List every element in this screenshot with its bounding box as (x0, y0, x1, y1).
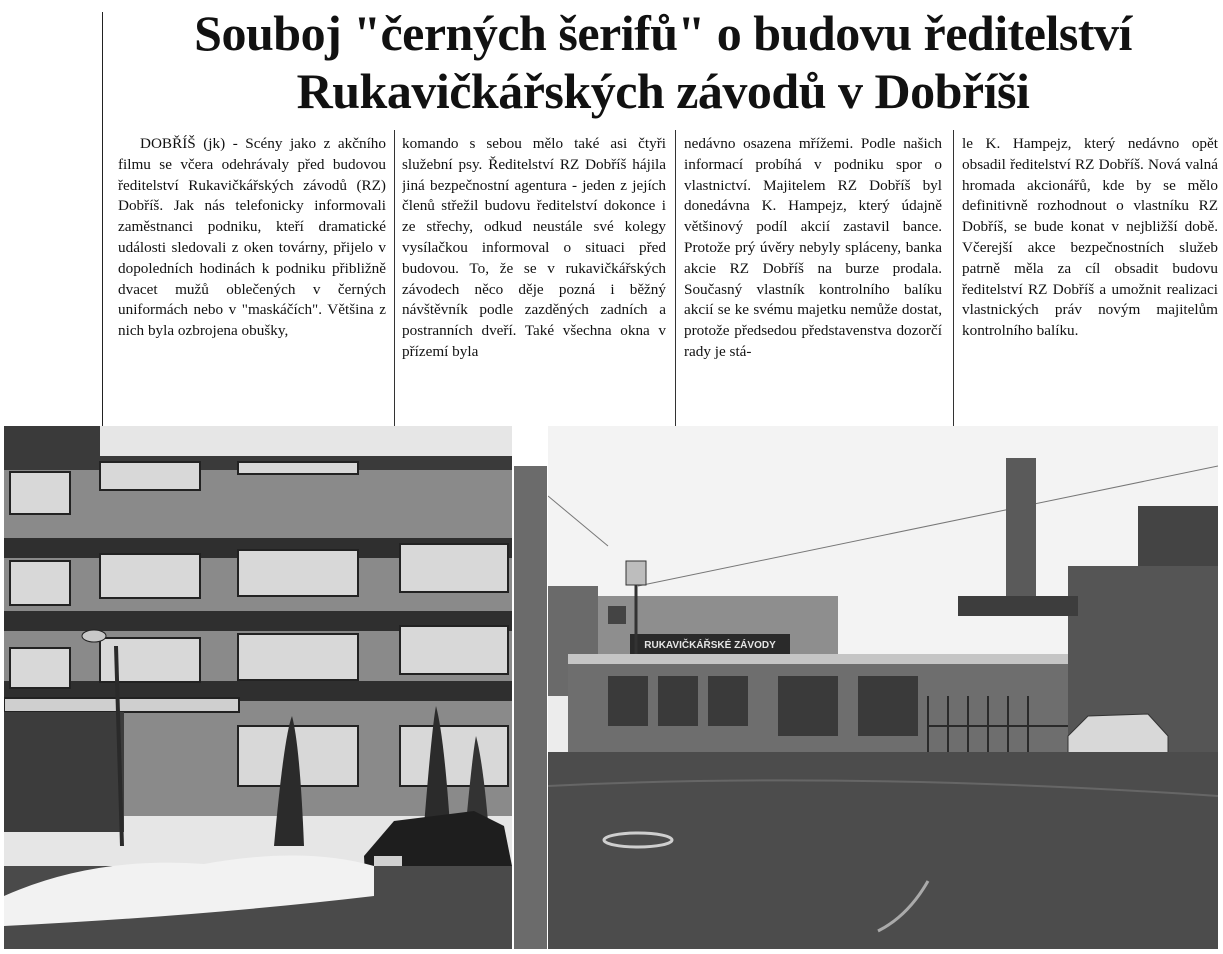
photo-factory-yard (548, 426, 1218, 949)
column-rule (675, 130, 676, 466)
headline (108, 4, 1218, 120)
article-column-2 (402, 134, 666, 464)
column-4-text: le K. Hampejz, který nedávno opět obsadil ředitelství RZ Dobříš. Nová valná hromada akcionářů, kde by se mělo definitivně rozhodnout o vlastníku RZ Dobříš, se bude konat v nejbližší době. Včerejší akce bezpečnostních služeb patrně měla za cíl obsadit budovu ředitelství RZ Dobříš a umožnit realizaci vlastnických práv novým majitelům kontrolního balíku. (962, 135, 1218, 340)
margin-rule (102, 12, 103, 452)
headline-line-1: Souboj "černých šerifů" o budovu ředitelství (194, 5, 1132, 61)
article-column-3 (684, 134, 942, 464)
column-rule (394, 130, 395, 466)
column-rule (953, 130, 954, 466)
column-1-text: DOBŘÍŠ (jk) - Scény jako z akčního filmu se včera odehrávaly před budovou ředitelství Rukavičkářských závodů (RZ) Dobříš. Jak nás telefonicky informovali zaměstnanci podniku, kteří dramatické události sledovali z oken továrny, přijelo v dopoledních hodinách k podniku přibližně dvacet mužů oblečených v černých uniformách nebo v "maskáčích". Většina z nich byla ozbrojena obušky, (118, 135, 386, 340)
headline-line-2: Rukavičkářských závodů v Dobříši (296, 63, 1030, 119)
photo-divider-post (514, 466, 547, 949)
article-column-1 (118, 134, 386, 464)
article-column-4 (962, 134, 1218, 464)
column-3-text: nedávno osazena mřížemi. Podle našich informací probíhá v podniku spor o vlastnictví. Majitelem RZ Dobříš byl donedávna K. Hampejz, který údajně většinový podíl akcií zastavil bance. Protože prý úvěry nebyly spláceny, banka akcie RZ Dobříš na burze prodala. Současný vlastník kontrolního balíku akcií se ke svému majetku nemůže dostat, protože předsedou představenstva dozorčí rady je stá- (684, 135, 942, 360)
factory-sign-text: RUKAVIČKÁŘSKÉ ZÁVODY (644, 640, 776, 651)
column-2-text: komando s sebou mělo také asi čtyři služební psy. Ředitelství RZ Dobříš hájila jiná bezpečnostní agentura - jeden z jejích členů střežil budovu ředitelství dokonce i ze střechy, odkud neustále své kolegy vysílačkou informoval o situaci před budovou. To, že se v rukavičkářských závodech něco děje pozná i běžný návštěvník podle zazděných zadních a postranních dveří. Také všechna okna v přízemí byla (402, 135, 666, 360)
photo-office-building (4, 426, 512, 949)
